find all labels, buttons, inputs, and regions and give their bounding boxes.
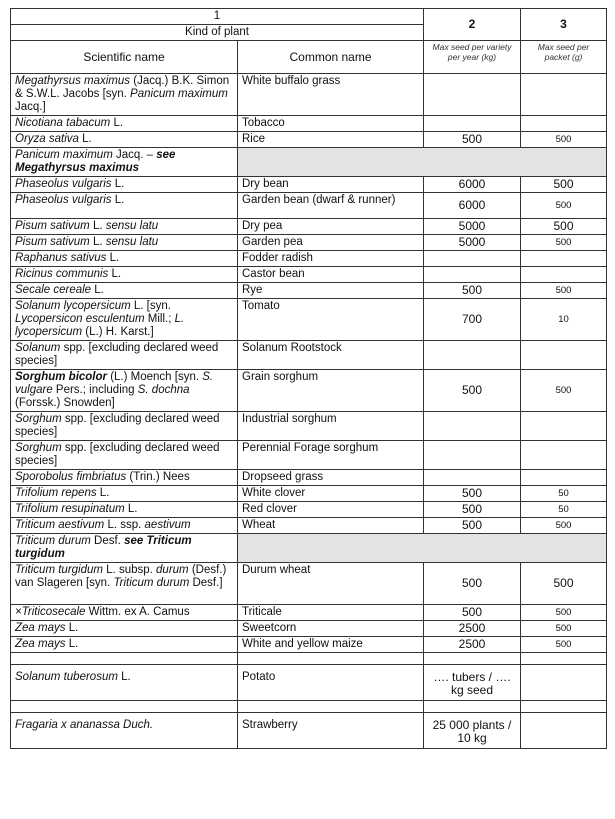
scientific-name-part: (Forssk.) Snowden] [15,397,115,409]
shaded-cell [238,148,607,177]
max-seed-variety-cell: 500 [424,283,521,299]
scientific-name-cell [11,502,238,518]
empty-cell [11,653,238,665]
scientific-name-part: spp. [excluding declared weed species] [15,442,220,467]
scientific-name-part: Triticum aestivum [15,519,105,531]
scientific-name-part: Ricinus communis [15,268,109,280]
scientific-name-part: (Trin.) Nees [126,471,190,483]
table-row [11,563,607,605]
table-row [11,251,607,267]
max-seed-packet-cell [521,470,607,486]
scientific-name-part: Sorghum bicolor [15,371,107,383]
scientific-name-cell [11,116,238,132]
max-seed-variety-cell: 2500 [424,621,521,637]
max-seed-packet-cell: 500 [521,235,607,251]
scientific-name-part: S. dochna [137,384,190,396]
scientific-name-part: L. [65,638,79,650]
scientific-name-cell [11,193,238,219]
common-name-cell: Fodder radish [238,251,424,267]
common-name-cell: White and yellow maize [238,637,424,653]
max-seed-variety-cell: 5000 [424,235,521,251]
scientific-name-part: (Desf.) van Slageren [syn. [15,564,227,589]
max-seed-variety-cell [424,74,521,116]
table-row [11,534,607,563]
scientific-name-part: Phaseolus vulgaris [15,194,112,206]
table-row [11,193,607,219]
max-seed-variety-cell: 25 000 plants / 10 kg [424,713,521,749]
max-seed-packet-cell: 10 [521,299,607,341]
empty-cell [238,653,424,665]
max-seed-packet-cell: 500 [521,193,607,219]
table-row [11,267,607,283]
seed-limits-table [10,8,607,749]
max-seed-packet-cell: 500 [521,132,607,148]
scientific-name-part: Triticum durum [15,535,91,547]
scientific-name-cell [11,470,238,486]
table-row [11,177,607,193]
scientific-name-part: (L.) Moench [syn. [107,371,203,383]
scientific-name-part: (Jacq.) B.K. Simon & S.W.L. Jacobs [syn. [15,75,230,100]
scientific-name-cell [11,637,238,653]
scientific-name-part: Sorghum [15,413,62,425]
table-row [11,621,607,637]
scientific-name-part: S. vulgare [15,371,214,396]
table-row [11,299,607,341]
table-row [11,341,607,370]
max-seed-packet-cell: 50 [521,502,607,518]
kind-of-plant-header: Kind of plant [11,25,424,41]
scientific-name-part: Raphanus sativus [15,252,107,264]
max-seed-packet-cell: 500 [521,637,607,653]
scientific-name-part: Lycopersicon esculentum [15,313,145,325]
table-row [11,502,607,518]
max-seed-variety-cell: 500 [424,486,521,502]
empty-cell [238,701,424,713]
scientific-name-part: Zea mays [15,622,66,634]
scientific-name-part: (L.) H. Karst.] [82,326,154,338]
empty-cell [521,701,607,713]
common-name-cell: Red clover [238,502,424,518]
scientific-name-cell [11,412,238,441]
spacer-row [11,653,607,665]
table-row [11,518,607,534]
common-name-cell: Tomato [238,299,424,341]
scientific-name-part: Phaseolus vulgaris [15,178,112,190]
potato-row [11,665,607,701]
common-name-cell: White clover [238,486,424,502]
table-row [11,486,607,502]
max-seed-variety-cell [424,341,521,370]
common-name-cell: Castor bean [238,267,424,283]
max-seed-variety-cell: 500 [424,370,521,412]
table-row [11,116,607,132]
scientific-name-part: L. subsp. [102,564,157,576]
scientific-name-part: L. [111,194,125,206]
table-row [11,132,607,148]
scientific-name-part: L. [106,252,120,264]
max-seed-variety-cell: 700 [424,299,521,341]
common-name-cell: Dry bean [238,177,424,193]
scientific-name-part: Panicum maximum [130,88,228,100]
scientific-name-cell [11,267,238,283]
max-seed-packet-cell [521,74,607,116]
max-seed-packet-cell: 500 [521,518,607,534]
scientific-name-part: Fragaria x ananassa Duch. [15,719,154,731]
scientific-name-part: L. [124,503,138,515]
strawberry-row [11,713,607,749]
table-row [11,148,607,177]
scientific-name-part: Pers.; including [52,384,138,396]
scientific-name-part: L. [117,671,131,683]
max-seed-packet-cell: 500 [521,219,607,235]
scientific-name-part: L. [78,133,92,145]
scientific-name-cell [11,713,238,749]
table-row [11,412,607,441]
common-name-cell: Dropseed grass [238,470,424,486]
common-name-cell: Grain sorghum [238,370,424,412]
empty-cell [521,653,607,665]
scientific-name-cell [11,665,238,701]
scientific-name-part: Oryza sativa [15,133,79,145]
max-seed-packet-cell: 500 [521,605,607,621]
max-seed-packet-cell [521,713,607,749]
common-name-header: Common name [238,41,424,74]
scientific-name-cell [11,370,238,412]
scientific-name-cell [11,341,238,370]
col3-number: 3 [521,9,607,41]
scientific-name-part: Secale cereale [15,284,92,296]
scientific-name-cell [11,299,238,341]
max-seed-packet-cell [521,412,607,441]
scientific-name-part: Nicotiana tabacum [15,117,111,129]
table-row [11,637,607,653]
max-seed-variety-cell [424,267,521,283]
max-seed-packet-cell [521,116,607,132]
scientific-name-header: Scientific name [11,41,238,74]
shaded-cell [238,534,607,563]
scientific-name-part: L. [65,622,79,634]
max-seed-packet-cell [521,665,607,701]
max-seed-packet-cell: 500 [521,177,607,193]
scientific-name-part: see Megathyrsus maximus [15,149,176,174]
empty-cell [424,653,521,665]
common-name-cell: Rice [238,132,424,148]
max-seed-packet-cell [521,441,607,470]
common-name-cell: Garden pea [238,235,424,251]
common-name-cell: Wheat [238,518,424,534]
table-row [11,283,607,299]
scientific-name-cell [11,621,238,637]
scientific-name-part: sensu latu [105,236,159,248]
scientific-name-part: L. [111,178,125,190]
max-seed-packet-cell: 500 [521,283,607,299]
scientific-name-cell [11,605,238,621]
max-seed-variety-cell: 500 [424,132,521,148]
scientific-name-part: Pisum sativum [15,236,90,248]
max-seed-variety-cell [424,470,521,486]
scientific-name-part: L. lycopersicum [15,313,185,338]
scientific-name-cell [11,74,238,116]
scientific-name-part: Wittm. ex A. Camus [85,606,190,618]
scientific-name-part: aestivum [144,519,191,531]
scientific-name-cell [11,148,238,177]
common-name-cell: Perennial Forage sorghum [238,441,424,470]
max-seed-variety-cell: 500 [424,605,521,621]
scientific-name-part: spp. [excluding declared weed species] [15,413,220,438]
scientific-name-part: Solanum lycopersicum [15,300,131,312]
max-seed-packet-cell: 500 [521,563,607,605]
scientific-name-part: Jacq. – [112,149,157,161]
scientific-name-part: Sorghum [15,442,62,454]
scientific-name-part: Sporobolus fimbriatus [15,471,127,483]
scientific-name-part: Triticum turgidum [15,564,103,576]
table-row [11,605,607,621]
max-seed-packet-cell: 500 [521,621,607,637]
scientific-name-part: L. [96,487,110,499]
max-seed-variety-cell: …. tubers / …. kg seed [424,665,521,701]
scientific-name-part: Zea mays [15,638,66,650]
scientific-name-part: Panicum maximum [15,149,113,161]
table-row [11,470,607,486]
max-seed-packet-cell: 500 [521,370,607,412]
scientific-name-cell [11,177,238,193]
max-seed-variety-cell: 5000 [424,219,521,235]
scientific-name-cell [11,563,238,605]
scientific-name-cell [11,132,238,148]
common-name-cell: Garden bean (dwarf & runner) [238,193,424,219]
scientific-name-part: L. [syn. [130,300,171,312]
table-row [11,441,607,470]
max-seed-variety-cell: 500 [424,502,521,518]
common-name-cell: Sweetcorn [238,621,424,637]
scientific-name-part: Trifolium resupinatum [15,503,125,515]
scientific-name-cell [11,283,238,299]
header-number-row [11,9,607,25]
common-name-cell: Rye [238,283,424,299]
max-seed-packet-cell [521,251,607,267]
common-name-cell: Industrial sorghum [238,412,424,441]
scientific-name-part: Triticum durum [113,577,190,589]
spacer-row [11,701,607,713]
scientific-name-part: L. [89,236,106,248]
scientific-name-part: Solanum [15,342,61,354]
scientific-name-cell [11,219,238,235]
scientific-name-part: Desf.] [189,577,223,589]
max-seed-variety-cell [424,412,521,441]
scientific-name-part: L. [89,220,106,232]
max-seed-variety-cell: 500 [424,518,521,534]
table-row [11,219,607,235]
col1-number: 1 [11,9,424,25]
common-name-cell: Potato [238,665,424,701]
scientific-name-part: L. [110,117,124,129]
common-name-cell: Solanum Rootstock [238,341,424,370]
max-seed-variety-cell [424,251,521,267]
scientific-name-part: Megathyrsus maximus [15,75,131,87]
scientific-name-cell [11,441,238,470]
max-seed-packet-cell [521,267,607,283]
common-name-cell: White buffalo grass [238,74,424,116]
max-seed-variety-header: Max seed per variety per year (kg) [424,41,521,74]
scientific-name-part: Jacq.] [15,101,46,113]
table-row [11,74,607,116]
scientific-name-cell [11,534,238,563]
max-seed-variety-cell: 500 [424,563,521,605]
common-name-cell: Strawberry [238,713,424,749]
table-row [11,235,607,251]
empty-cell [424,701,521,713]
col2-number: 2 [424,9,521,41]
scientific-name-part: spp. [excluding declared weed species] [15,342,219,367]
column-header-row [11,41,607,74]
max-seed-variety-cell: 6000 [424,177,521,193]
common-name-cell: Durum wheat [238,563,424,605]
scientific-name-part: Trifolium repens [15,487,97,499]
max-seed-variety-cell [424,116,521,132]
scientific-name-part: durum [156,564,189,576]
scientific-name-part: Mill.; [144,313,175,325]
scientific-name-part: L. [108,268,122,280]
scientific-name-cell [11,251,238,267]
scientific-name-cell [11,235,238,251]
scientific-name-part: Desf. [90,535,125,547]
max-seed-variety-cell: 6000 [424,193,521,219]
scientific-name-part: L. ssp. [104,519,145,531]
max-seed-variety-cell [424,441,521,470]
scientific-name-part: sensu latu [105,220,159,232]
scientific-name-cell [11,518,238,534]
max-seed-variety-cell: 2500 [424,637,521,653]
scientific-name-part: ×Triticosecale [15,606,86,618]
scientific-name-part: L. [91,284,104,296]
max-seed-packet-cell [521,341,607,370]
common-name-cell: Triticale [238,605,424,621]
max-seed-packet-header: Max seed per packet (g) [521,41,607,74]
empty-cell [11,701,238,713]
common-name-cell: Dry pea [238,219,424,235]
common-name-cell: Tobacco [238,116,424,132]
max-seed-packet-cell: 50 [521,486,607,502]
scientific-name-part: Solanum tuberosum [15,671,118,683]
table-row [11,370,607,412]
scientific-name-part: see Triticum turgidum [15,535,192,560]
scientific-name-cell [11,486,238,502]
scientific-name-part: Pisum sativum [15,220,90,232]
